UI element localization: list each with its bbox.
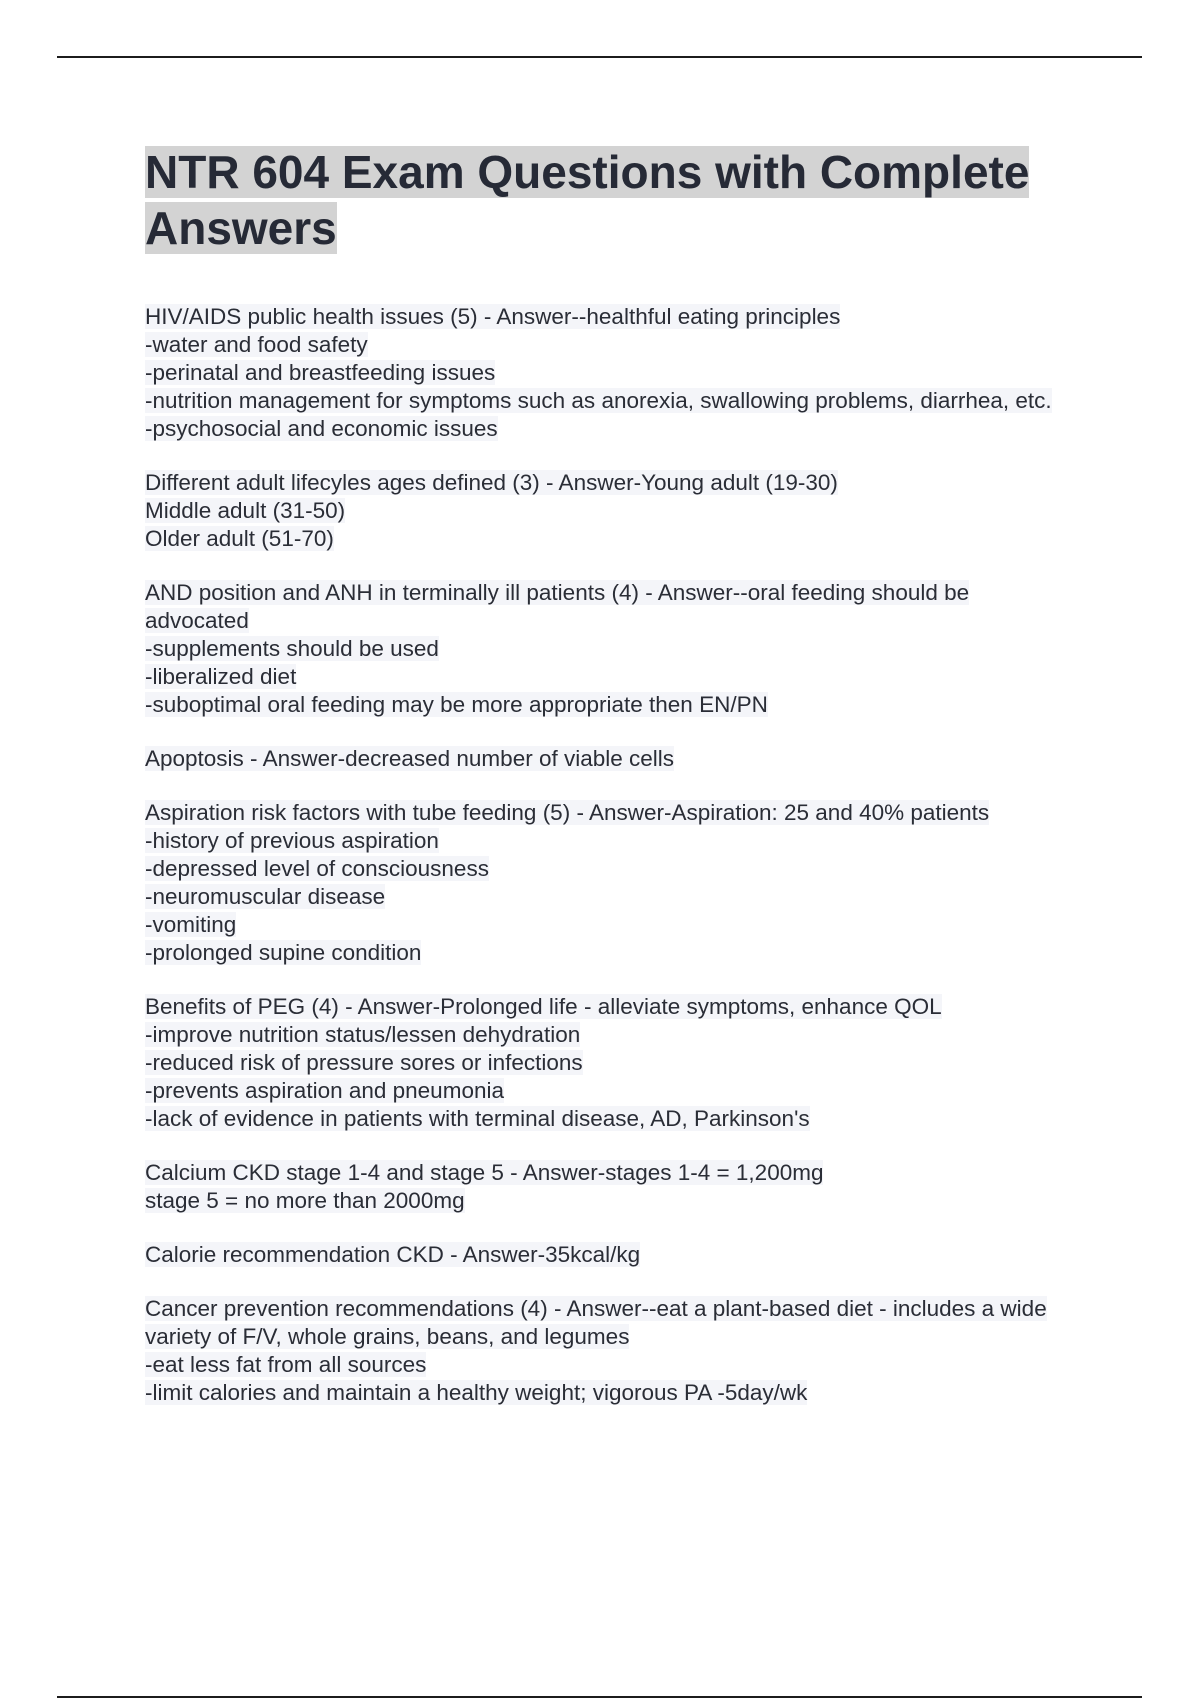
document-title-text: NTR 604 Exam Questions with Complete Answers: [145, 146, 1030, 254]
qa-entry-benefits-peg: Benefits of PEG (4) - Answer-Prolonged life - alleviate symptoms, enhance QOL -improve nutrition status/lessen dehydration -reduced risk of pressure sores or infections -prevents aspiration and pneumonia -lack of evidence in patients with terminal disease, AD, Parkinson's: [145, 994, 942, 1131]
qa-entry-cancer-prevention: Cancer prevention recommendations (4) - Answer--eat a plant-based diet - includes a wide variety of F/V, whole grains, beans, and legumes -eat less fat from all sources -limit calories and maintain a healthy weight; vigorous PA -5day/wk: [145, 1296, 1047, 1405]
qa-entry-aspiration-risk: Aspiration risk factors with tube feeding (5) - Answer-Aspiration: 25 and 40% patients -history of previous aspiration -depressed level of consciousness -neuromuscular disease -vomiting -prolonged supine condition: [145, 800, 990, 965]
document-body: [145, 144, 1075, 1433]
qa-entry-apoptosis: Apoptosis - Answer-decreased number of viable cells: [145, 746, 675, 771]
document-title: [145, 144, 1075, 256]
bottom-rule: [57, 1696, 1142, 1698]
qa-entry-and-position-anh: AND position and ANH in terminally ill patients (4) - Answer--oral feeding should be advocated -supplements should be used -liberalized diet -suboptimal oral feeding may be more appropriate then EN/PN: [145, 580, 970, 717]
qa-entry-hiv-aids: HIV/AIDS public health issues (5) - Answer--healthful eating principles -water and food safety -perinatal and breastfeeding issues -nutrition management for symptoms such as anorexia, swallowing problems, diarrhea, etc. -psychosocial and economic issues: [145, 304, 1052, 441]
qa-entry-calorie-ckd: Calorie recommendation CKD - Answer-35kcal/kg: [145, 1242, 641, 1267]
qa-list: [145, 303, 1075, 1407]
qa-entry-calcium-ckd: Calcium CKD stage 1-4 and stage 5 - Answer-stages 1-4 = 1,200mg stage 5 = no more than 2000mg: [145, 1160, 824, 1213]
qa-entry-adult-lifecycles: Different adult lifecyles ages defined (3) - Answer-Young adult (19-30) Middle adult (31-50) Older adult (51-70): [145, 470, 838, 551]
top-rule: [57, 56, 1142, 58]
